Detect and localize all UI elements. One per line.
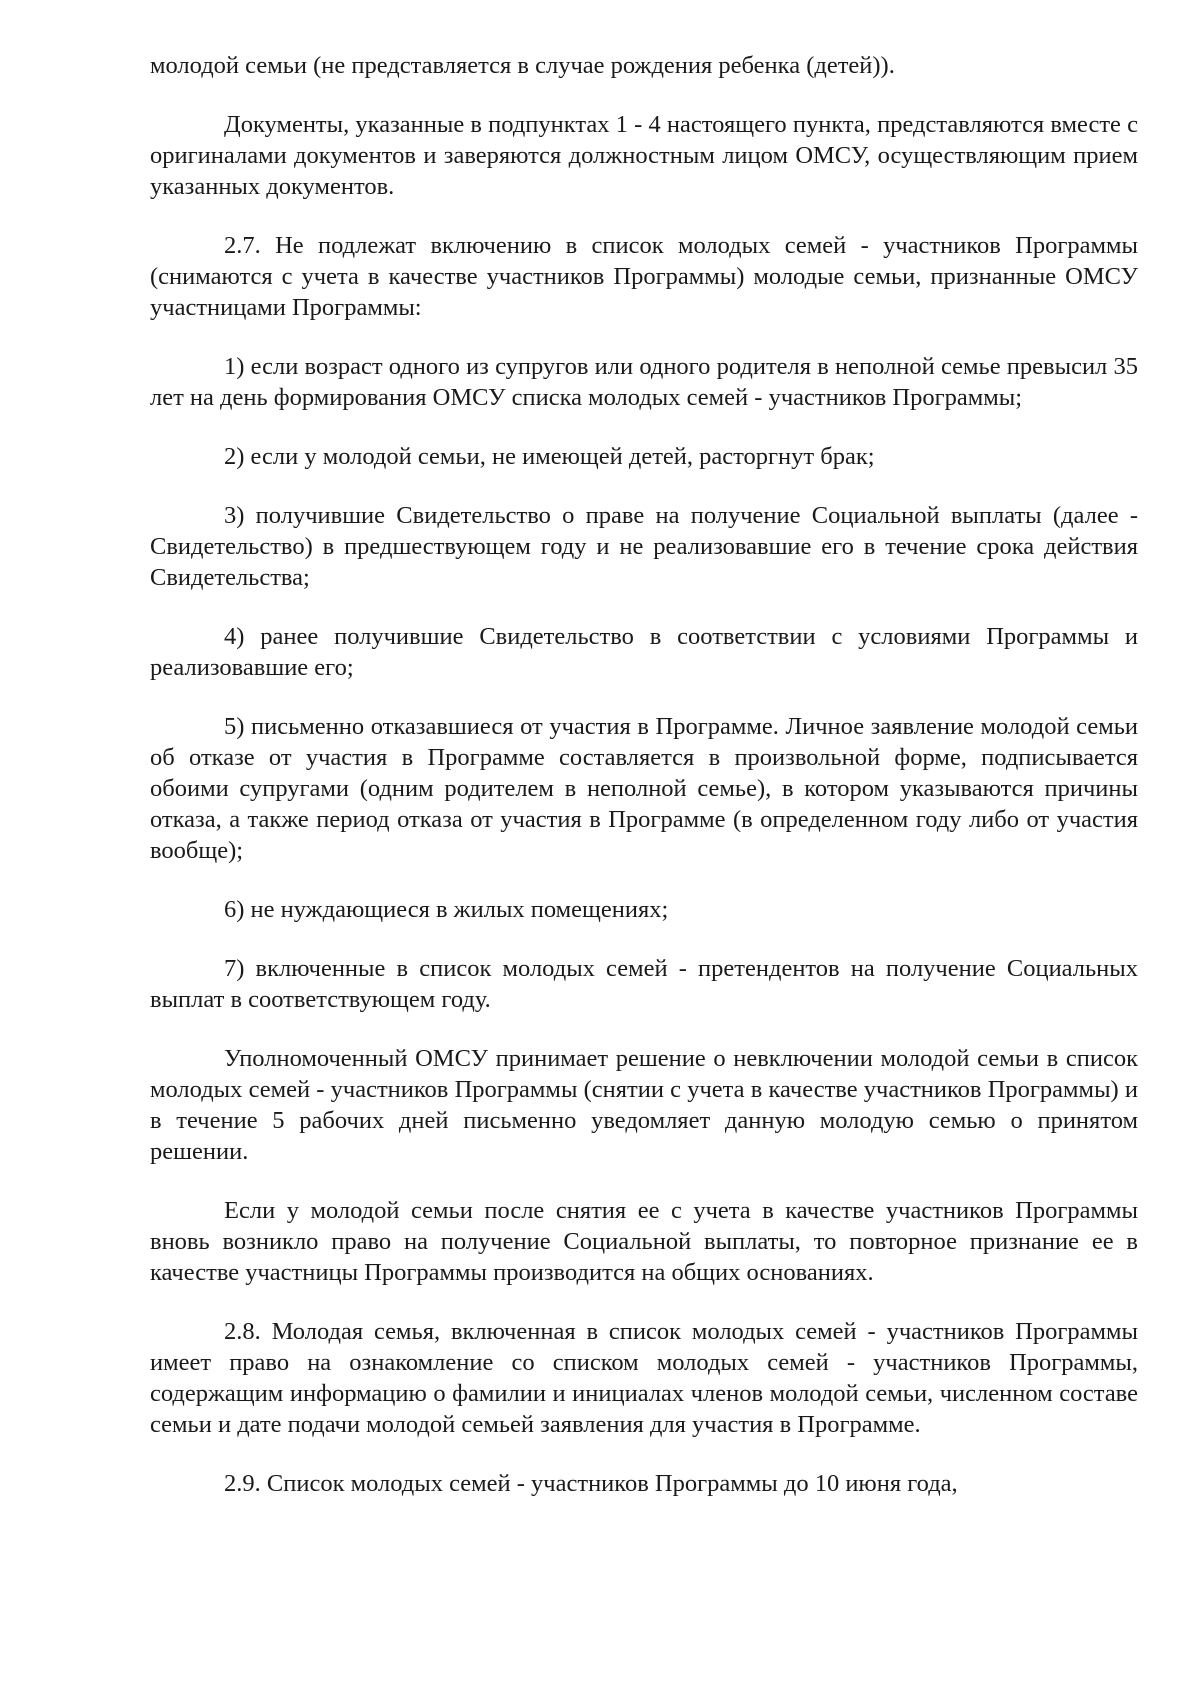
paragraph-2-8: 2.8. Молодая семья, включенная в список молодых семей - участников Программы имеет право на ознакомление со списком молодых семей - участников Программы, содержащим информацию о фамилии и инициалах членов молодой семьи, численном составе семьи и дате подачи молодой семьей заявления для участия в Программе. (150, 1318, 1138, 1438)
list-item-4: 4) ранее получившие Свидетельство в соответствии с условиями Программы и реализовавшие его; (150, 623, 1138, 681)
paragraph-2-9: 2.9. Список молодых семей - участников Программы до 10 июня года, (224, 1470, 958, 1497)
list-item-5: 5) письменно отказавшиеся от участия в Программе. Личное заявление молодой семьи об отказе от участия в Программе составляется в произвольной форме, подписывается обоими супругами (одним родителем в неполной семье), в котором указываются причины отказа, а также период отказа от участия в Программе (в определенном году либо от участия вообще); (150, 713, 1138, 864)
list-item-1: 1) если возраст одного из супругов или одного родителя в неполной семье превысил 35 лет на день формирования ОМСУ списка молодых семей - участников Программы; (150, 353, 1138, 411)
paragraph-documents-note: Документы, указанные в подпунктах 1 - 4 настоящего пункта, представляются вместе с оригиналами документов и заверяются должностным лицом ОМСУ, осуществляющим прием указанных документов. (150, 111, 1138, 200)
paragraph-reinstatement: Если у молодой семьи после снятия ее с учета в качестве участников Программы вновь возникло право на получение Социальной выплаты, то повторное признание ее в качестве участницы Программы производится на общих основаниях. (150, 1197, 1138, 1286)
paragraph-2-7: 2.7. Не подлежат включению в список молодых семей - участников Программы (снимаются с учета в качестве участников Программы) молодые семьи, признанные ОМСУ участницами Программы: (150, 232, 1138, 321)
list-item-6: 6) не нуждающиеся в жилых помещениях; (224, 896, 669, 923)
paragraph-continuation: молодой семьи (не представляется в случае рождения ребенка (детей)). (150, 52, 895, 79)
list-item-7: 7) включенные в список молодых семей - претендентов на получение Социальных выплат в соответствующем году. (150, 955, 1138, 1013)
document-page (150, 50, 1138, 1499)
list-item-2: 2) если у молодой семьи, не имеющей детей, расторгнут брак; (224, 443, 875, 470)
paragraph-decision: Уполномоченный ОМСУ принимает решение о невключении молодой семьи в список молодых семей - участников Программы (снятии с учета в качестве участников Программы) и в течение 5 рабочих дней письменно уведомляет данную молодую семью о принятом решении. (150, 1045, 1138, 1165)
list-item-3: 3) получившие Свидетельство о праве на получение Социальной выплаты (далее - Свидетельство) в предшествующем году и не реализовавшие его в течение срока действия Свидетельства; (150, 502, 1138, 591)
